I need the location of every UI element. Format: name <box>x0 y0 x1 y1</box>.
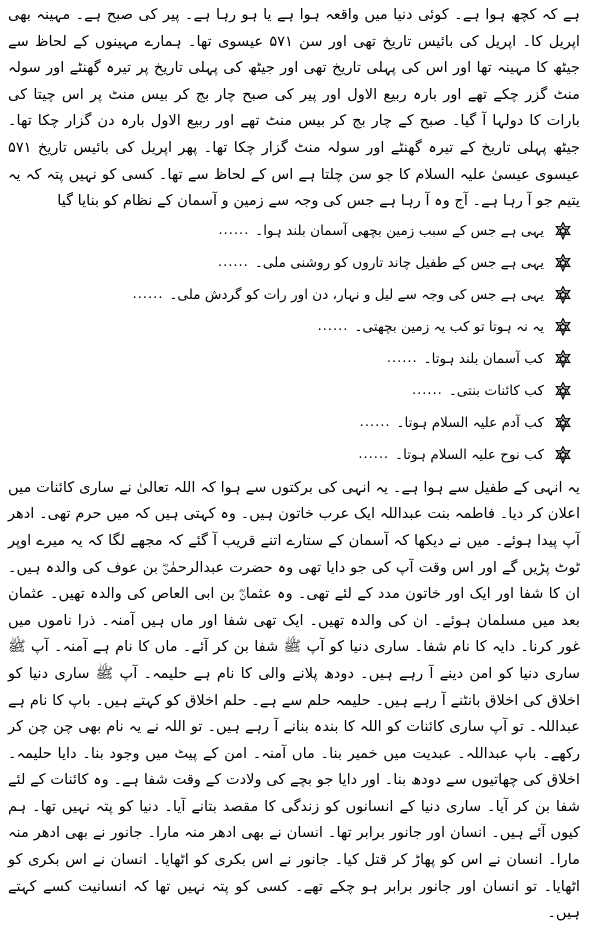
star-bullet-icon <box>554 382 572 400</box>
leader-dots: ...... <box>358 447 390 463</box>
list-item-text: یہ نہ ہوتا تو کب یہ زمین بچھتی۔ <box>354 318 544 335</box>
paragraph-body: یہ انہی کے طفیل سے ہوا ہے۔ یہ انہی کی برکتوں سے ہوا کہ اللہ تعالیٰ نے ساری کائنات میں اعلان کر دیا۔ فاطمہ بنت عبداللہ ایک عرب خاتون ہیں۔ وہ کہتی ہیں کہ میں حرم تھی۔ ادھر آپ پیدا ہوئے۔ میں نے دیکھا کہ آسمان کے ستارے اتنے قریب آ گئے کہ مجھے لگا کہ یہ میرے اوپر ٹوٹ پڑیں گے اور اس وقت آپ کی جو دایا تھی وہ حضرت عبدالرحمٰنؓ بن عوف کی والدہ ہیں۔ ان کا شفا اور ایک اور خاتون مدد کے لئے تھی۔ وہ عثمانؓ بن ابی العاص کی والدہ تھیں۔ عثمان بعد میں مسلمان ہوئے۔ ان کی والدہ تھیں۔ ایک تھی شفا اور ماں ہیں آمنہ۔ ذرا ناموں میں غور کرنا۔ دایہ کا نام شفا۔ ساری دنیا کو آپ ﷺ شفا بن کر آئے۔ ماں کا نام ہے آمنہ۔ آپ ﷺ ساری دنیا کو امن دینے آ رہے ہیں۔ دودھ پلانے والی کا نام ہے حلیمہ۔ آپ ﷺ ساری دنیا کو اخلاق کی اخلاق بانٹنے آ رہے ہیں۔ حلیمہ حلم سے ہے۔ حلم اخلاق کو کہتے ہیں۔ باپ کا نام ہے عبداللہ۔ تو آپ ساری کائنات کو اللہ کا بندہ بنانے آ رہے ہیں۔ تو اللہ نے یہ نام بھی چن چن کر رکھے۔ باپ عبداللہ۔ عبدیت میں خمیر بنا۔ ماں آمنہ۔ امن کے پیٹ میں وجود بنا۔ دایا حلیمہ۔ اخلاق کی چھاتیوں سے دودھ بنا۔ اور دایا جو بچے کی ولادت کے وقت شفا ہے۔ وہ کائنات کے لئے شفا بن کر آیا۔ ساری دنیا کے انسانوں کو زندگی کا مقصد بتانے آیا۔ دنیا کو پتہ نہیں تھا۔ ہم کیوں آئے ہیں۔ انسان اور جانور برابر تھا۔ انسان نے بھی ادھر منہ مارا۔ جانور نے بھی ادھر منہ مارا۔ انسان نے اس کو پھاڑ کر قتل کیا۔ جانور نے اس بکری کو اٹھایا۔ انسان نے اس بکری کو اٹھایا۔ تو انسان اور جانور برابر ہو چکے تھے۔ کسی کو پتہ نہیں تھا کہ انسانیت کسے کہتے ہیں۔ <box>8 478 580 922</box>
list-item <box>8 439 580 471</box>
list-item <box>8 279 580 311</box>
list-item <box>8 247 580 279</box>
list-item <box>8 215 580 247</box>
leader-dots: ...... <box>317 319 349 335</box>
list-item <box>8 407 580 439</box>
star-bullet-icon <box>554 254 572 272</box>
list-item-text: کب آدم علیہ السلام ہوتا۔ <box>396 414 544 431</box>
star-bullet-icon <box>554 414 572 432</box>
list-item-text: کب نوح علیہ السلام ہوتا۔ <box>395 446 544 463</box>
star-bullet-icon <box>554 318 572 336</box>
leader-dots: ...... <box>412 383 443 399</box>
leader-dots: ...... <box>132 287 164 303</box>
star-bullet-icon <box>554 222 572 240</box>
leader-dots: ...... <box>359 415 391 431</box>
list-item-text: یہی ہے جس کے طفیل چاند تاروں کو روشنی ملی۔ <box>254 254 544 271</box>
star-bullet-icon <box>554 446 572 464</box>
list-item <box>8 311 580 343</box>
leader-dots: ...... <box>218 255 249 271</box>
paragraph-intro: ہے کہ کچھ ہوا ہے۔ کوئی دنیا میں واقعہ ہوا ہے یا ہو رہا ہے۔ پیر کی صبح ہے۔ مہینہ بھی اپریل کا۔ اپریل کی بائیس تاریخ تھی اور سن ۵۷۱ عیسوی تھا۔ ہمارے مہینوں کے لحاظ سے جیٹھ کا مہینہ تھا اور اس کی پہلی تاریخ تھی اور جیٹھ کی پہلی تاریخ پر تیرہ گھنٹے اور سولہ منٹ گزر چکے تھے اور بارہ ربیع الاول اور پیر کی صبح چار بج کر بیس منٹ پر اس چیتا کی بارات کا دولہا آ گیا۔ صبح کے چار بج کر بیس منٹ تھے اور ربیع الاول بارہ دن گزار چکا تھا۔ جیٹھ پہلی تاریخ کے تیرہ گھنٹے اور سولہ منٹ گزار چکا تھا۔ پھر اپریل کی بائیس تاریخ ۵۷۱ عیسوی عیسیٰ علیہ السلام کا جو سن چلتا ہے اس کے لحاظ سے تھا۔ کسی کو نہیں پتہ کہ یہ یتیم جو آ رہا ہے۔ آج وہ آ رہا ہے جس کی وجہ سے زمین و آسمان کے نظام کو بنایا گیا <box>8 6 580 210</box>
bullet-list <box>8 215 580 471</box>
star-bullet-icon <box>554 286 572 304</box>
list-item-text: کب کائنات بنتی۔ <box>448 382 544 399</box>
leader-dots: ...... <box>218 223 250 239</box>
list-item <box>8 375 580 407</box>
list-item <box>8 343 580 375</box>
leader-dots: ...... <box>386 351 418 367</box>
list-item-text: یہی ہے جس کی وجہ سے لیل و نہار، دن اور رات کو گردش ملی۔ <box>169 286 544 303</box>
star-bullet-icon <box>554 350 572 368</box>
list-item-text: کب آسمان بلند ہوتا۔ <box>423 350 544 367</box>
list-item-text: یہی ہے جس کے سبب زمین بچھی آسمان بلند ہوا۔ <box>255 222 544 239</box>
